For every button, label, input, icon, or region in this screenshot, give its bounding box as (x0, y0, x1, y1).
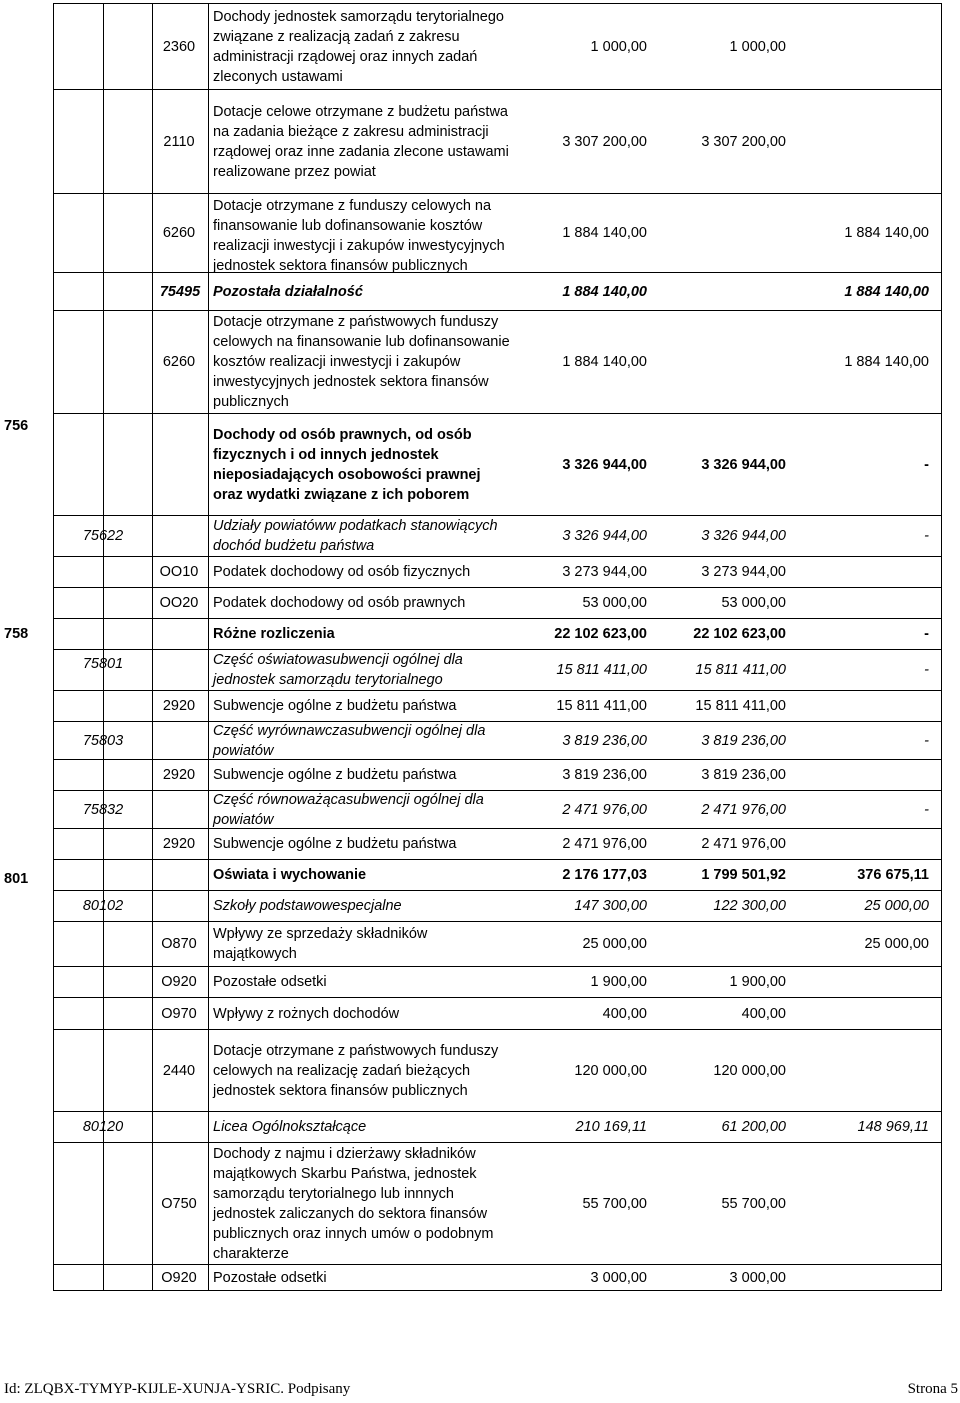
amount-total: 3 307 200,00 (562, 133, 647, 150)
table-row (54, 1112, 941, 1142)
amount-capital: - (924, 456, 929, 473)
budget-income-table (4, 3, 942, 1291)
division-code: 801 (4, 871, 29, 887)
table-row (54, 967, 941, 997)
amount-capital: 376 675,11 (857, 867, 929, 883)
paragraph-code: O750 (161, 1195, 197, 1212)
amount-capital: - (924, 662, 929, 678)
paragraph-code: O870 (161, 936, 197, 952)
amount-capital: - (924, 528, 929, 544)
amount-current: 3 326 944,00 (701, 528, 786, 544)
paragraph-code: 2920 (162, 698, 196, 714)
amount-capital: 25 000,00 (864, 936, 929, 952)
amount-capital: 1 884 140,00 (844, 225, 929, 241)
table-row (54, 691, 941, 721)
amount-capital: 1 884 140,00 (844, 354, 929, 370)
amount-total: 1 000,00 (590, 38, 647, 55)
amount-total: 147 300,00 (574, 898, 647, 914)
row-description: Pozostałe odsetki (213, 1270, 327, 1286)
row-description: Subwencje ogólne z budżetu państwa (213, 767, 457, 783)
amount-total: 2 471 976,00 (562, 836, 647, 852)
row-description: Część równoważącasubwencji ogólnej dla powiatów (213, 791, 484, 828)
paragraph-code: 2440 (162, 1062, 196, 1079)
amount-current: 1 900,00 (729, 974, 786, 990)
table-row (54, 311, 941, 413)
amount-current: 15 811 411,00 (695, 662, 786, 678)
amount-total: 3 326 944,00 (562, 528, 647, 544)
paragraph-code: 6260 (162, 225, 196, 241)
table-row (54, 90, 941, 193)
row-description: Licea Ogólnokształcące (213, 1119, 367, 1135)
amount-current: 122 300,00 (713, 898, 786, 914)
amount-total: 3 819 236,00 (562, 732, 647, 749)
table-row (54, 1030, 941, 1111)
row-description: Podatek dochodowy od osób fizycznych (213, 564, 471, 580)
amount-current: 53 000,00 (721, 595, 786, 611)
amount-current: 3 819 236,00 (701, 732, 786, 749)
paragraph-code: 2360 (162, 38, 196, 55)
chapter-code: 75801 (82, 656, 124, 672)
document-id: Id: ZLQBX-TYMYP-KIJLE-XUNJA-YSRIC. Podpisany (4, 1381, 351, 1397)
table-row (54, 722, 941, 759)
row-description: Pozostała działalność (213, 283, 363, 300)
amount-current: 1 000,00 (729, 38, 786, 55)
table-row (4, 619, 941, 649)
row-description: Część wyrównawczasubwencji ogólnej dla powiatów (213, 722, 486, 759)
amount-total: 3 000,00 (590, 1270, 647, 1286)
chapter-code: 75622 (82, 528, 124, 544)
amount-total: 120 000,00 (574, 1062, 647, 1079)
amount-current: 2 471 976,00 (701, 836, 786, 852)
row-description: Wpływy z rożnych dochodów (213, 1005, 400, 1022)
row-description: Dotacje otrzymane z państwowych funduszy celowych na realizację zadań bieżących jednostek sektora finansów publicznych (213, 1042, 499, 1099)
page-number: Strona 5 (907, 1381, 958, 1397)
row-description: Dotacje otrzymane z państwowych funduszy celowych na finansowanie lub dofinansowanie kosztów realizacji inwestycji i zakupów inwestycyjnych jednostek sektora finansów publicznych (213, 314, 510, 410)
amount-total: 210 169,11 (575, 1119, 647, 1135)
chapter-code: 75803 (82, 732, 124, 749)
chapter-code: 80120 (82, 1119, 124, 1135)
row-description: Różne rozliczenia (213, 626, 335, 642)
amount-capital: - (924, 626, 929, 642)
amount-current: 120 000,00 (713, 1062, 786, 1079)
amount-capital: 1 884 140,00 (844, 283, 929, 300)
amount-capital: - (924, 801, 929, 818)
table-row (54, 4, 941, 89)
amount-total: 2 471 976,00 (562, 801, 647, 818)
row-description: Dotacje celowe otrzymane z budżetu państwa na zadania bieżące z zakresu administracji rządowej oraz inne zadania zlecone ustawami realizowane przez powiat (213, 103, 509, 180)
amount-current: 3 819 236,00 (701, 767, 786, 783)
table-row (54, 791, 941, 828)
amount-total: 1 884 140,00 (562, 354, 647, 370)
table-row (54, 516, 941, 556)
paragraph-code: OO20 (159, 595, 199, 611)
table-row (54, 760, 941, 790)
table-row (54, 891, 941, 921)
row-description: Subwencje ogólne z budżetu państwa (213, 836, 457, 852)
amount-current: 2 471 976,00 (701, 801, 786, 818)
amount-current: 1 799 501,92 (701, 867, 786, 883)
paragraph-code: 2110 (163, 133, 195, 150)
paragraph-code: 6260 (162, 354, 196, 370)
table-row (54, 588, 941, 618)
paragraph-code: OO10 (159, 564, 199, 580)
row-description: Udziały powiatóww podatkach stanowiących dochód budżetu państwa (213, 518, 498, 554)
table-row (54, 557, 941, 587)
table-row (54, 922, 941, 966)
amount-current: 55 700,00 (721, 1195, 786, 1212)
chapter-code: 80102 (82, 898, 124, 914)
table-row (4, 860, 941, 890)
row-description: Szkoły podstawowespecjalne (213, 898, 402, 914)
row-description: Wpływy ze sprzedaży składników majątkowych (213, 926, 428, 962)
row-description: Subwencje ogólne z budżetu państwa (213, 698, 457, 714)
table-row (54, 273, 941, 310)
table-row (54, 1143, 941, 1264)
row-description: Dochody z najmu i dzierżawy składników majątkowych Skarbu Państwa, jednostek samorządu terytorialnego lub innnych jednostek zaliczanych do sektora finansów publicznych oraz innych umów o podobnym charakterze (213, 1145, 494, 1262)
amount-current: 3 273 944,00 (701, 564, 786, 580)
row-description: Oświata i wychowanie (213, 867, 367, 883)
amount-current: 3 000,00 (729, 1270, 786, 1286)
paragraph-code: 2920 (162, 836, 196, 852)
amount-capital: 25 000,00 (864, 898, 929, 914)
row-description: Część oświatowasubwencji ogólnej dla jednostek samorządu terytorialnego (213, 652, 463, 688)
chapter-code: 75495 (159, 283, 201, 300)
amount-total: 15 811 411,00 (556, 662, 647, 678)
amount-current: 22 102 623,00 (693, 626, 786, 642)
amount-total: 1 884 140,00 (562, 283, 647, 300)
row-description: Podatek dochodowy od osób prawnych (213, 595, 466, 611)
row-description: Dochody od osób prawnych, od osób fizycznych i od innych jednostek nieposiadających osobowości prawnej oraz wydatki związane z ich poborem (213, 426, 481, 503)
amount-total: 3 819 236,00 (562, 767, 647, 783)
paragraph-code: O920 (161, 1270, 197, 1286)
amount-total: 3 273 944,00 (562, 564, 647, 580)
table-row (54, 194, 941, 272)
amount-total: 3 326 944,00 (562, 456, 647, 473)
table-row (54, 1265, 941, 1291)
table-row (54, 650, 941, 690)
amount-current: 15 811 411,00 (695, 698, 786, 714)
amount-total: 1 884 140,00 (562, 225, 647, 241)
chapter-code: 75832 (82, 801, 124, 818)
table-row (54, 998, 941, 1029)
amount-capital: 148 969,11 (857, 1119, 929, 1135)
paragraph-code: O970 (161, 1005, 197, 1022)
amount-total: 400,00 (602, 1005, 647, 1022)
amount-total: 22 102 623,00 (554, 626, 647, 642)
amount-total: 15 811 411,00 (556, 698, 647, 714)
amount-current: 400,00 (741, 1005, 786, 1022)
amount-total: 25 000,00 (582, 936, 647, 952)
amount-current: 3 307 200,00 (701, 133, 786, 150)
amount-total: 53 000,00 (582, 595, 647, 611)
amount-current: 3 326 944,00 (701, 456, 786, 473)
table-row (54, 829, 941, 859)
division-code: 756 (4, 418, 29, 434)
amount-capital: - (924, 732, 929, 749)
amount-total: 2 176 177,03 (562, 867, 647, 883)
table-row (4, 414, 941, 515)
row-description: Dochody jednostek samorządu terytorialnego związane z realizacją zadań z zakresu administracji rządowej oraz innych zadań zleconych ustawami (213, 8, 504, 85)
paragraph-code: 2920 (162, 767, 196, 783)
amount-current: 61 200,00 (721, 1119, 786, 1135)
division-code: 758 (4, 626, 29, 642)
paragraph-code: O920 (161, 974, 197, 990)
amount-total: 1 900,00 (590, 974, 647, 990)
row-description: Pozostałe odsetki (213, 974, 327, 990)
row-description: Dotacje otrzymane z funduszy celowych na finansowanie lub dofinansowanie kosztów realizacji inwestycji i zakupów inwestycyjnych jednostek sektora finansów publicznych (213, 198, 505, 272)
amount-total: 55 700,00 (582, 1195, 647, 1212)
